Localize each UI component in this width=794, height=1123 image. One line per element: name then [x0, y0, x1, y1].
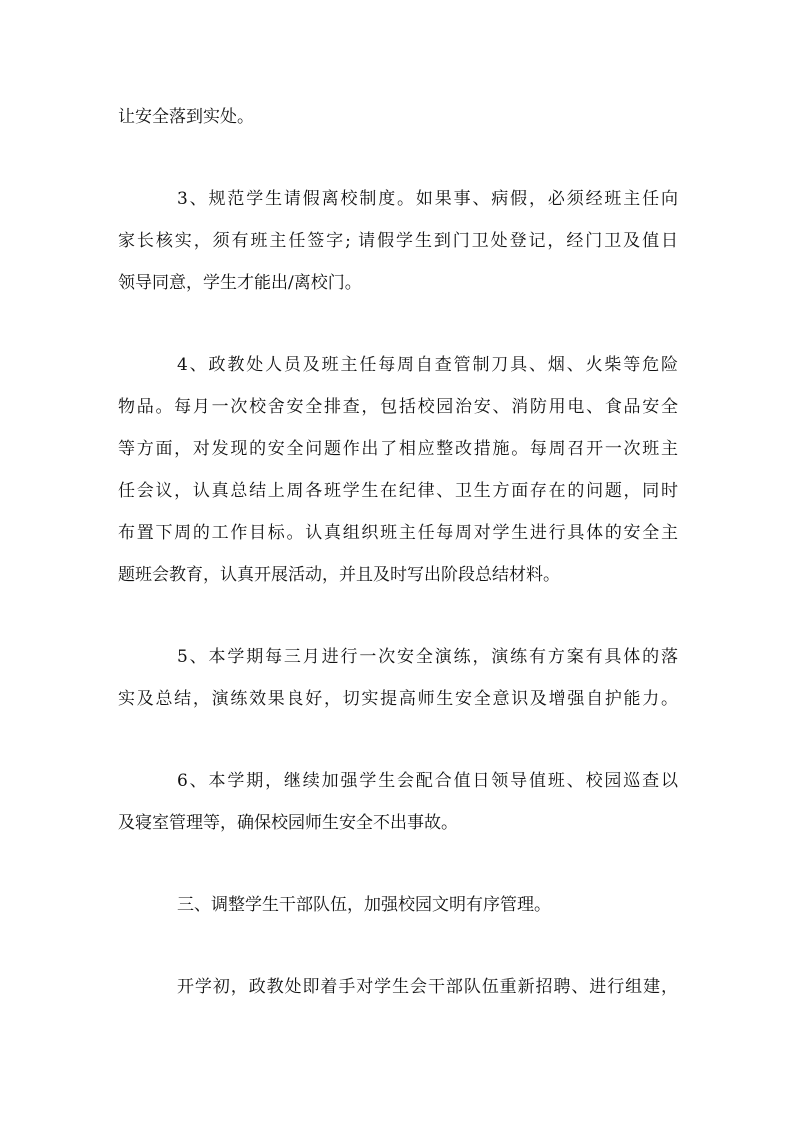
paragraph-section-intro	[118, 966, 678, 1008]
text-line: 等方面，对发现的安全问题作出了相应整改措施。每周召开一次班主	[118, 439, 678, 459]
text-line: 4、政教处人员及班主任每周自查管制刀具、烟、火柴等危险	[177, 355, 678, 375]
text-line: 3、规范学生请假离校制度。如果事、病假，必须经班主任向	[177, 189, 678, 209]
text-line: 物品。每月一次校舍安全排查，包括校园治安、消防用电、食品安全	[118, 397, 678, 417]
section-heading	[118, 884, 678, 926]
paragraph-item-4	[118, 344, 678, 596]
text-line: 领导同意，学生才能出/离校门。	[118, 273, 362, 293]
section-heading-text: 三、调整学生干部队伍，加强校园文明有序管理。	[177, 895, 551, 915]
text-line: 题班会教育，认真开展活动，并且及时写出阶段总结材料。	[118, 565, 560, 585]
text-line: 布置下周的工作目标。认真组织班主任每周对学生进行具体的安全主	[118, 523, 678, 543]
text-line: 5、本学期每三月进行一次安全演练，演练有方案有具体的落	[177, 647, 678, 667]
text-line: 及寝室管理等，确保校园师生安全不出事故。	[118, 813, 458, 833]
text-line: 任会议，认真总结上周各班学生在纪律、卫生方面存在的问题，同时	[118, 481, 678, 501]
paragraph-continuation	[118, 96, 678, 138]
text-line: 家长核实，须有班主任签字; 请假学生到门卫处登记，经门卫及值日	[118, 231, 678, 251]
text-line: 6、本学期，继续加强学生会配合值日领导值班、校园巡查以	[177, 771, 678, 791]
text-line: 实及总结，演练效果良好，切实提高师生安全意识及增强自护能力。	[118, 689, 678, 709]
text-line: 开学初，政教处即着手对学生会干部队伍重新招聘、进行组建，	[177, 977, 678, 997]
text-line: 让安全落到实处。	[118, 107, 254, 127]
paragraph-item-5	[118, 636, 678, 720]
document-body	[118, 96, 678, 1048]
paragraph-item-6	[118, 760, 678, 844]
paragraph-item-3	[118, 178, 678, 304]
